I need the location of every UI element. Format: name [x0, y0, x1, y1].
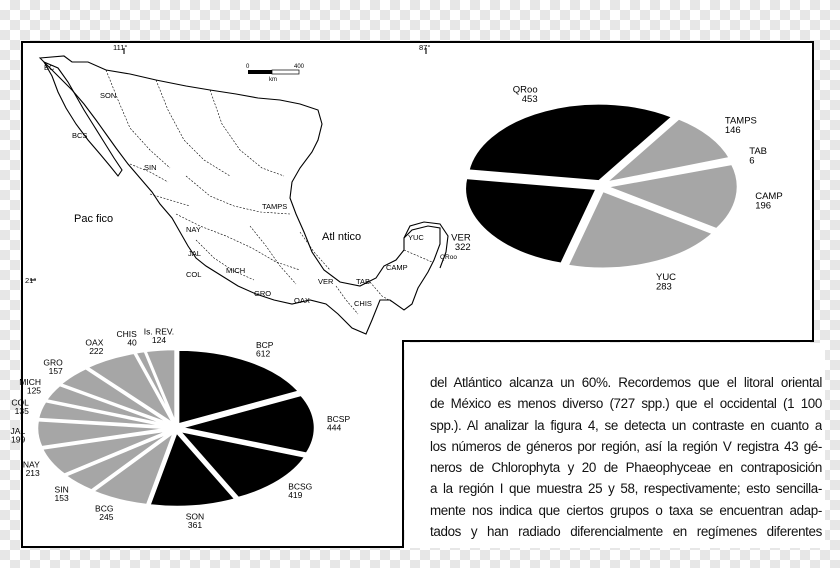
body-text-line: tados y han radiado diferencialmente en regímenes diferentes	[430, 524, 822, 540]
pie-label-is-rev: Is. REV.	[143, 326, 175, 337]
body-text	[430, 372, 822, 542]
body-text-line: a la región I que muestra 25 y 58, respectivamente; esto sencilla-	[430, 481, 822, 497]
pie-label-bcsg: BCSG	[288, 481, 313, 492]
pie-label-bcsp: BCSP	[326, 414, 351, 425]
state-label-bcs: BCS	[72, 131, 88, 140]
pie-label-camp: CAMP	[755, 191, 783, 203]
pie-label-jal: JAL	[10, 425, 26, 436]
pie-value-nay: 213	[25, 467, 40, 478]
pie-value-camp: 196	[755, 200, 772, 212]
pie-value-bcg: 245	[99, 512, 114, 523]
state-label-yuc: YUC	[408, 233, 424, 242]
pie-value-ver: 322	[454, 242, 471, 254]
state-label-bc: BC	[44, 63, 55, 72]
body-text-line: del Atlántico alcanza un 60%. Recordemos que el litoral oriental	[430, 375, 822, 390]
pie-label-qroo: QRoo	[512, 84, 538, 96]
pie-label-bcp: BCP	[255, 340, 274, 351]
longitude-label-87: 87°	[419, 43, 431, 52]
state-label-jal: JAL	[188, 249, 201, 258]
scale-bar-black	[248, 70, 272, 74]
pie-label-bcg: BCG	[95, 503, 114, 514]
state-label-qroo: QRoo	[440, 254, 457, 261]
body-text-line: mente nos indica que ciertos grupos o taxa se encuentran adap-	[430, 502, 822, 518]
state-label-tamps: TAMPS	[262, 202, 288, 211]
body-text-line: spp.). Al analizar la figura 4, se detecta un contraste en cuanto a	[430, 417, 822, 433]
pie-label-tab: TAB	[749, 145, 768, 157]
pie-label-tamps: TAMPS	[724, 115, 757, 127]
pie-label-nay: NAY	[22, 459, 40, 470]
scale-bar-white	[272, 70, 299, 74]
body-text-line: de México es menos diverso (727 spp.) que el occidental (1 100	[430, 396, 822, 412]
state-label-ver: VER	[318, 277, 334, 286]
latitude-label-21: 21°	[25, 276, 37, 285]
body-text-line: los números de géneros por región, así la región V registra 43 gé-	[430, 438, 822, 454]
pie-value-qroo: 453	[521, 93, 538, 105]
pie-value-gro: 157	[48, 365, 63, 376]
body-text-line: neros de Chlorophyta y 20 de Phaeophyceae en contraposición	[430, 460, 822, 476]
pie-label-ver: VER	[451, 232, 471, 244]
pie-value-yuc: 283	[655, 281, 672, 293]
longitude-label-111: 111°	[113, 43, 128, 52]
scale-bar-unit: km	[269, 77, 277, 83]
pie-value-is-rev: 124	[151, 335, 167, 346]
pie-value-jal: 199	[11, 434, 26, 445]
pie-value-sin: 153	[54, 493, 69, 504]
state-label-sin: SIN	[144, 163, 157, 172]
pie-value-bcp: 612	[255, 348, 271, 359]
pie-label-mich: MICH	[19, 377, 42, 388]
state-label-nay: NAY	[186, 225, 201, 234]
pie-label-col: COL	[11, 397, 29, 408]
pie-label-son: SON	[185, 511, 205, 522]
scale-bar-end: 400	[294, 64, 305, 70]
pie-value-tab: 6	[749, 155, 755, 167]
state-label-camp: CAMP	[386, 263, 408, 272]
pie-value-bcsp: 444	[326, 422, 342, 433]
pie-value-oax: 222	[89, 345, 104, 356]
state-label-tab: TAB	[356, 277, 371, 286]
pie-value-chis: 40	[127, 337, 137, 348]
pie-label-yuc: YUC	[655, 271, 677, 283]
ocean-label-atlantic: Atl ntico	[322, 231, 362, 243]
pie-value-son: 361	[187, 519, 203, 530]
pie-value-mich: 125	[26, 385, 42, 396]
state-label-mich: MICH	[226, 266, 246, 275]
state-label-gro: GRO	[254, 289, 272, 298]
pie-label-oax: OAX	[85, 337, 104, 348]
state-label-col: COL	[186, 270, 202, 279]
state-label-son: SON	[100, 91, 117, 100]
state-label-oax: OAX	[294, 296, 310, 305]
scale-bar-start: 0	[246, 64, 250, 70]
pie-value-col: 135	[14, 406, 29, 417]
pie-label-sin: SIN	[54, 484, 69, 495]
ocean-label-pacific: Pac fico	[74, 213, 114, 225]
pie-label-gro: GRO	[43, 357, 63, 368]
pie-label-chis: CHIS	[116, 329, 137, 340]
pie-value-tamps: 146	[724, 125, 741, 137]
pie-value-bcsg: 419	[288, 489, 303, 500]
state-label-chis: CHIS	[354, 299, 372, 308]
